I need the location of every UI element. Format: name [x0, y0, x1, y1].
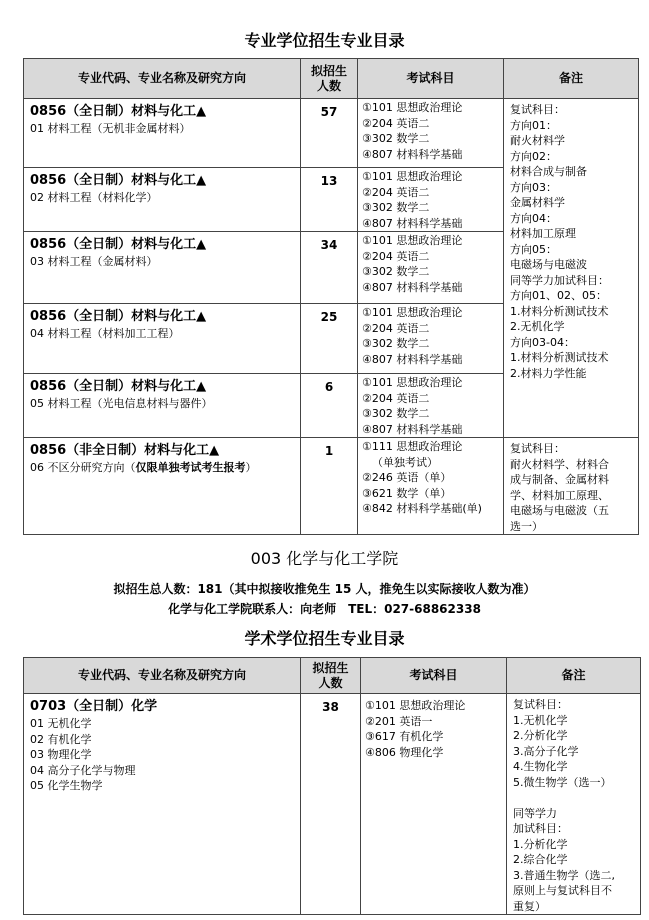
- exam-subjects: ①101 思想政治理论 ②204 英语二 ③302 数学二 ④807 材料科学基础: [358, 168, 504, 232]
- program-direction: 01 材料工程（无机非金属材料）: [30, 122, 191, 135]
- table-row: [24, 99, 639, 168]
- table-header-row: [24, 59, 639, 99]
- header-note: 备注: [507, 658, 641, 694]
- college-contact: 化学与化工学院联系人：向老师 TEL：027-68862338: [168, 602, 481, 616]
- enrollment-count: 38: [301, 694, 361, 915]
- program-direction: 04 材料工程（材料加工工程）: [30, 327, 180, 340]
- header-note: 备注: [504, 59, 639, 99]
- program-name: 0856（全日制）材料与化工▲: [30, 309, 207, 324]
- header-exam: 考试科目: [361, 658, 507, 694]
- program-direction: 05 材料工程（光电信息材料与器件）: [30, 397, 213, 410]
- exam-subjects: ①101 思想政治理论 ②204 英语二 ③302 数学二 ④807 材料科学基础: [358, 304, 504, 374]
- table-row: [24, 694, 641, 915]
- program-name: 0856（全日制）材料与化工▲: [30, 173, 207, 188]
- exam-subjects: ①101 思想政治理论 ②204 英语二 ③302 数学二 ④807 材料科学基础: [358, 232, 504, 304]
- enrollment-count: 1: [301, 438, 358, 535]
- section1-title: 专业学位招生专业目录: [244, 31, 405, 50]
- program-directions: 01 无机化学 02 有机化学 03 物理化学 04 高分子化学与物理 05 化学生物学: [30, 717, 136, 792]
- table-row: [24, 438, 639, 535]
- header-program: 专业代码、专业名称及研究方向: [24, 658, 301, 694]
- header-enrollment: 拟招生 人数: [301, 59, 358, 99]
- program-name: 0856（非全日制）材料与化工▲: [30, 443, 220, 458]
- college-title: 003 化学与化工学院: [250, 549, 399, 568]
- header-enrollment: 拟招生 人数: [301, 658, 361, 694]
- exam-subjects: ①101 思想政治理论 ②204 英语二 ③302 数学二 ④807 材料科学基础: [358, 99, 504, 168]
- exam-subjects: ①101 思想政治理论 ②201 英语一 ③617 有机化学 ④806 物理化学: [361, 694, 507, 915]
- header-program: 专业代码、专业名称及研究方向: [24, 59, 301, 99]
- program-name: 0856（全日制）材料与化工▲: [30, 237, 207, 252]
- exam-subjects: ①111 思想政治理论 （单独考试） ②246 英语（单） ③621 数学（单） ④842 材料科学基础(单): [358, 438, 504, 535]
- table-header-row: [24, 658, 641, 694]
- academic-remarks: 复试科目： 1.无机化学 2.分析化学 3.高分子化学 4.生物化学 5.微生物学（选一） 同等学力 加试科目： 1.分析化学 2.综合化学 3.普通生物学（选二, 原则上与复试科目不 重复）: [507, 694, 641, 915]
- program-name: 0703（全日制）化学: [30, 699, 158, 714]
- program-name: 0856（全日制）材料与化工▲: [30, 104, 207, 119]
- professional-catalog-table: [23, 58, 639, 535]
- enrollment-count: 34: [301, 232, 358, 304]
- academic-catalog-table: [23, 657, 641, 915]
- exam-subjects: ①101 思想政治理论 ②204 英语二 ③302 数学二 ④807 材料科学基础: [358, 374, 504, 438]
- enrollment-count: 57: [301, 99, 358, 168]
- program-name: 0856（全日制）材料与化工▲: [30, 379, 207, 394]
- college-enrollment-info: 拟招生总人数：181（其中拟接收推免生 15 人，推免生以实际接收人数为准）: [113, 582, 536, 596]
- program-direction: 02 材料工程（材料化学）: [30, 191, 158, 204]
- enrollment-count: 25: [301, 304, 358, 374]
- header-exam: 考试科目: [358, 59, 504, 99]
- parttime-remarks: 复试科目： 耐火材料学、材料合 成与制备、金属材料 学、材料加工原理、 电磁场与电磁波（五 选一）: [504, 438, 639, 535]
- enrollment-count: 13: [301, 168, 358, 232]
- shared-remarks: 复试科目： 方向01： 耐火材料学 方向02： 材料合成与制备 方向03： 金属材料学 方向04： 材料加工原理 方向05： 电磁场与电磁波 同等学力加试科目： 方向01、02、05： 1.材料分析测试技术 2.无机化学 方向03-04： 1.材料分析测试技术 2.材料力学性能: [504, 99, 639, 438]
- program-direction: 06 不区分研究方向（仅限单独考试考生报考）: [30, 461, 257, 474]
- enrollment-count: 6: [301, 374, 358, 438]
- section2-title: 学术学位招生专业目录: [244, 629, 405, 648]
- program-direction: 03 材料工程（金属材料）: [30, 255, 158, 268]
